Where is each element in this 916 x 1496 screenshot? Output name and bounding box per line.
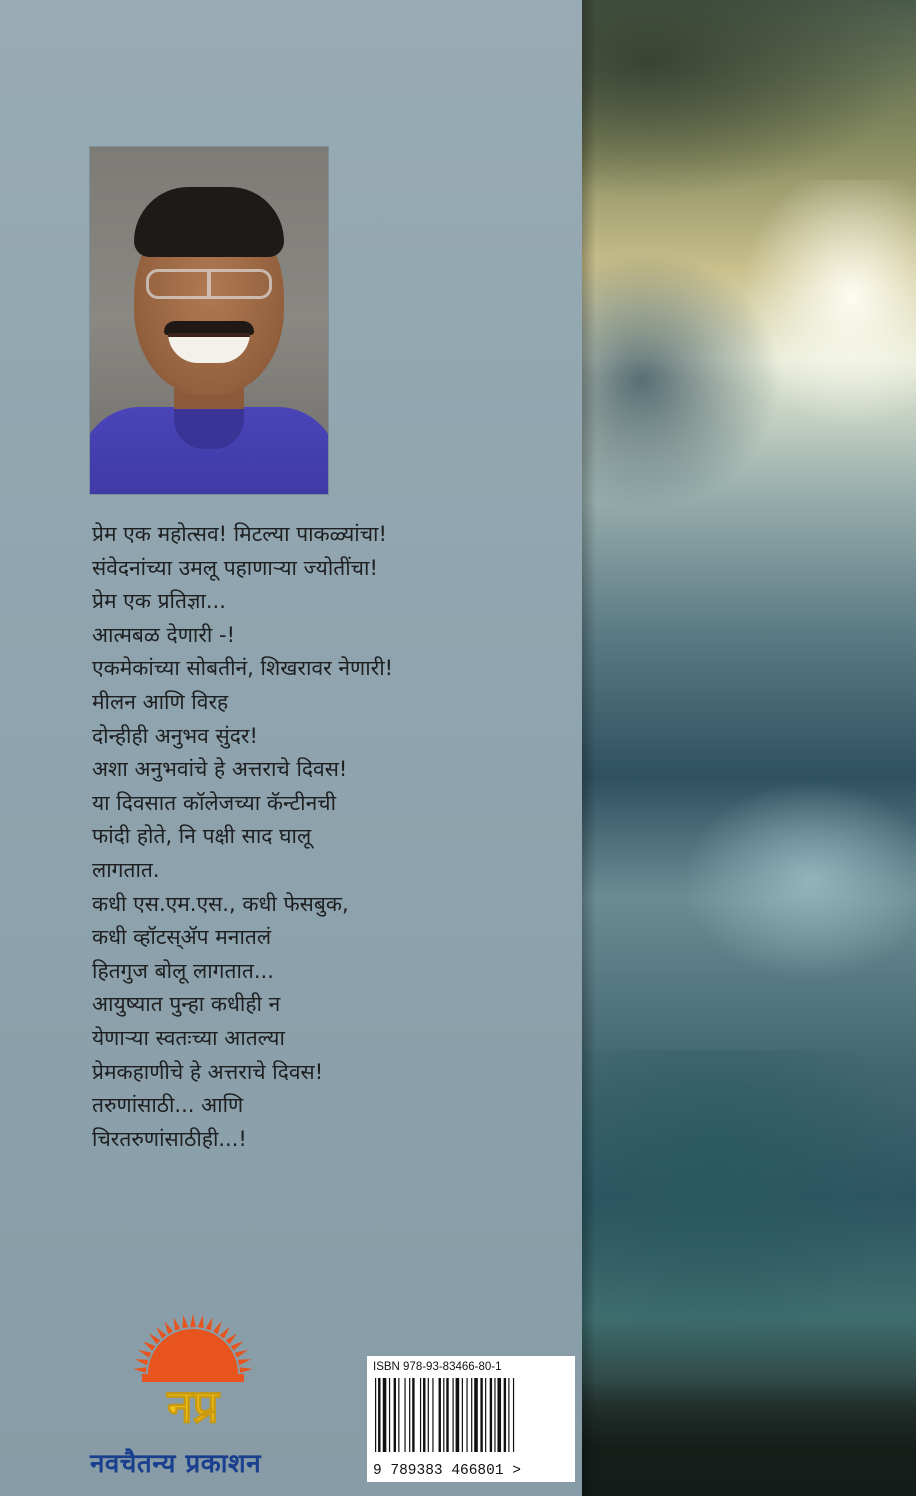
sun-ray [238, 1359, 251, 1365]
blurb-line: लागतात. [92, 857, 160, 882]
sun-ray [133, 1367, 146, 1373]
sun-ray [174, 1317, 181, 1330]
blurb-line: या दिवसात कॉलेजच्या कॅन्टीनची [92, 790, 337, 815]
isbn-digits: 9 789383 466801 > [373, 1463, 521, 1479]
blurb-line: आत्मबळ देणारी -! [92, 622, 236, 647]
blurb-line: प्रेमकहाणीचे हे अत्तराचे दिवस! [92, 1059, 324, 1084]
cover-painting [582, 0, 916, 1496]
blurb-line: कधी व्हॉटस्ॲप मनातलं [92, 925, 272, 950]
blurb-line: मीलन आणि विरह [92, 689, 229, 714]
blurb-line: संवेदनांच्या उमलू पहाणाऱ्या ज्योतींचा! [92, 555, 378, 580]
sun-ray [135, 1359, 148, 1365]
sun-ray [231, 1341, 244, 1351]
sun-ray [149, 1333, 161, 1344]
blurb-line: तरुणांसाठी... आणि [92, 1093, 244, 1118]
publisher-logo-icon [128, 1310, 258, 1430]
publisher-logo-text: नप्र [167, 1379, 219, 1430]
sun-ray [220, 1327, 230, 1339]
sun-ray [143, 1341, 156, 1351]
blurb-line: आयुष्यात पुन्हा कधीही न [92, 992, 281, 1017]
blurb-line: दोन्हीही अनुभव सुंदर! [92, 723, 258, 748]
sun-ray [138, 1350, 151, 1358]
sun-ray [183, 1315, 189, 1328]
sun-ray [213, 1321, 222, 1334]
blurb-line: फांदी होते, नि पक्षी साद घालू [92, 824, 312, 849]
sun-ray [226, 1333, 238, 1344]
blurb-line: चिरतरुणांसाठीही...! [92, 1126, 247, 1151]
sun-ray [156, 1327, 166, 1339]
sun-ray [235, 1350, 248, 1358]
publisher-name: नवचैतन्य प्रकाशन [90, 1449, 262, 1479]
sun-ray [164, 1321, 173, 1334]
sun-ray [240, 1367, 253, 1373]
blurb-line: कधी एस.एम.एस., कधी फेसबुक, [92, 891, 349, 916]
isbn-label: ISBN 978-93-83466-80-1 [373, 1361, 502, 1373]
blurb-line: प्रेम एक प्रतिज्ञा... [92, 589, 226, 614]
sun-ray [198, 1315, 204, 1328]
blurb-line: अशा अनुभवांचे हे अत्तराचे दिवस! [92, 757, 348, 782]
blurb-line: प्रेम एक महोत्सव! मिटल्या पाकळ्यांचा! [92, 522, 387, 546]
author-photo [90, 147, 328, 494]
blurb-text [92, 518, 562, 1156]
blurb-line: हितगुज बोलू लागतात... [92, 958, 274, 983]
blurb-line: एकमेकांच्या सोबतीनं, शिखरावर नेणारी! [92, 656, 394, 681]
barcode-icon [373, 1378, 563, 1452]
sun-ray [190, 1314, 196, 1327]
blurb-line: येणाऱ्या स्वतःच्या आतल्या [92, 1025, 285, 1050]
barcode-block [367, 1356, 575, 1482]
sun-ray [206, 1317, 213, 1330]
